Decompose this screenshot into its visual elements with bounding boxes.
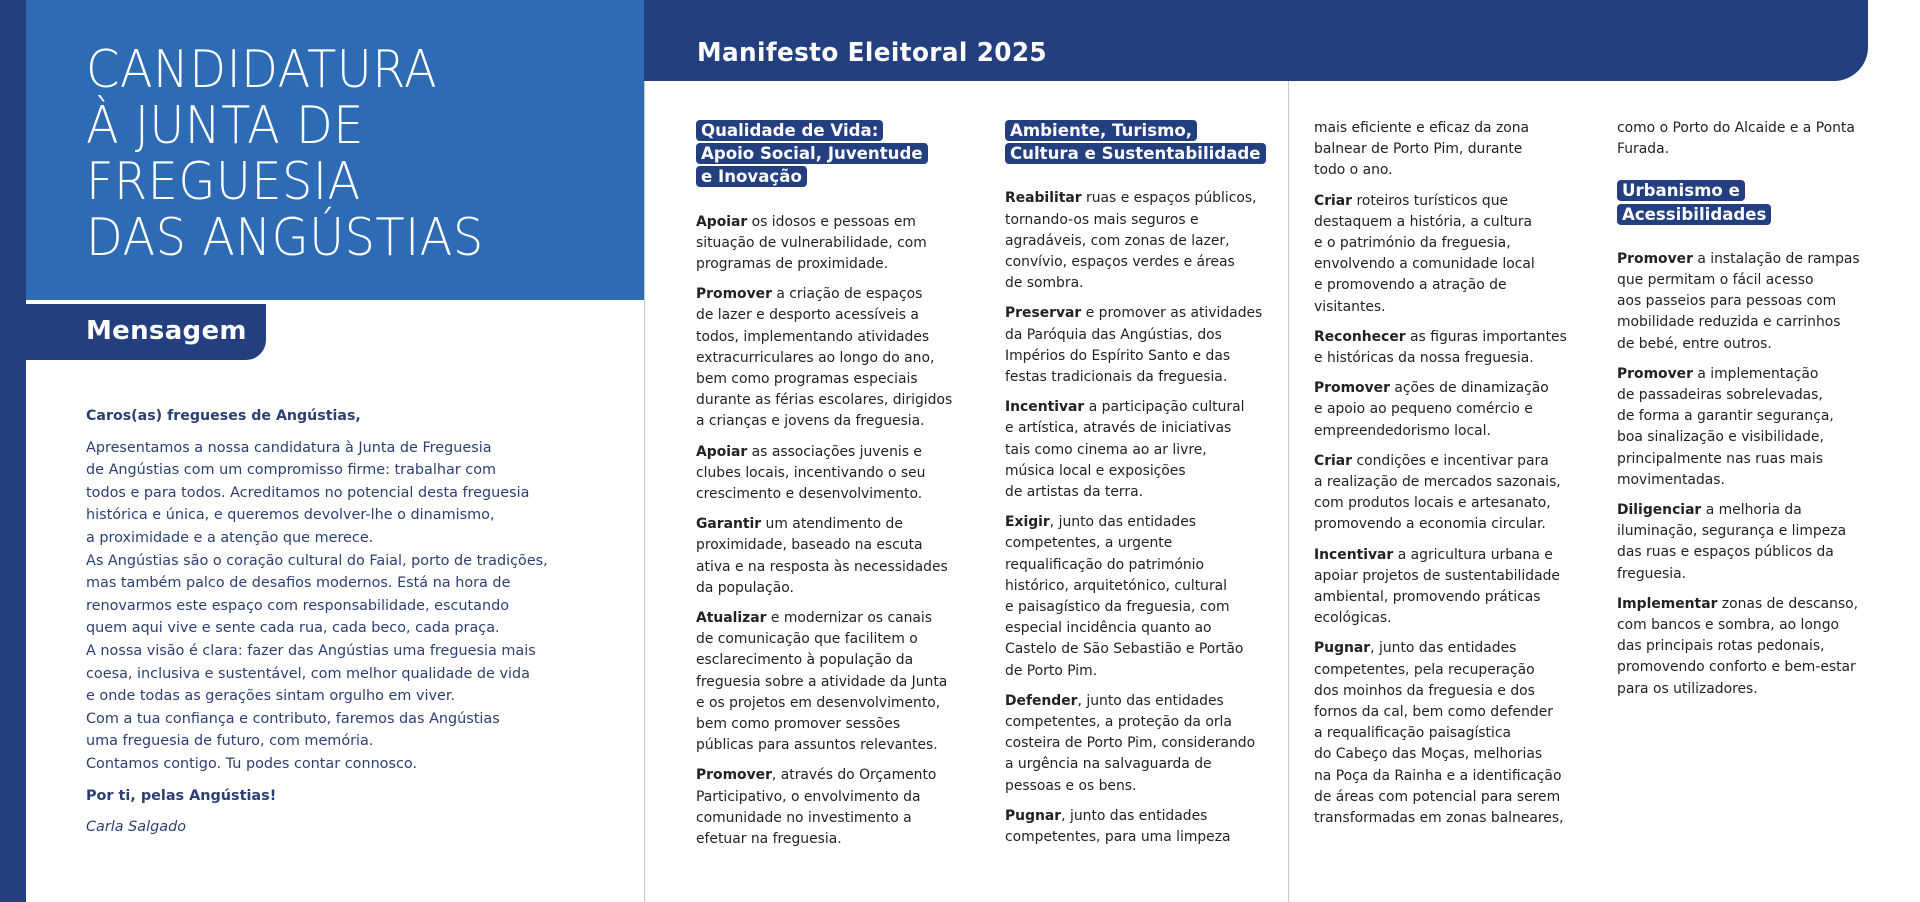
item-line: competentes, para uma limpeza [1005, 829, 1231, 846]
letter-signature: Carla Salgado [86, 819, 187, 836]
item-line: empreendedorismo local. [1314, 422, 1491, 439]
item-text: a agricultura urbana e [1393, 546, 1553, 563]
manifesto-item [1005, 806, 1273, 848]
manifesto-item [1314, 378, 1582, 442]
manifesto-item [696, 514, 964, 599]
item-line: comunidade no investimento a [696, 809, 912, 826]
manifesto-item [1314, 118, 1582, 182]
manifesto-item [1617, 364, 1867, 491]
item-line: bem como promover sessões [696, 716, 901, 733]
item-line: tais como cinema ao ar livre, [1005, 441, 1207, 458]
cover-title-line: À JUNTA DE [86, 96, 364, 156]
mensagem-heading: Mensagem [86, 316, 247, 346]
item-action-verb: Pugnar [1314, 640, 1371, 657]
item-line [1617, 500, 1867, 521]
item-line: Furada. [1617, 141, 1670, 158]
item-action-verb: Criar [1314, 192, 1353, 209]
section-heading-line: Cultura e Sustentabilidade [1005, 143, 1266, 164]
item-line: mobilidade reduzida e carrinhos [1617, 314, 1841, 331]
item-line [1005, 806, 1273, 827]
item-line: como o Porto do Alcaide e a Ponta [1617, 120, 1855, 136]
item-line: todos, implementando atividades [696, 328, 930, 345]
item-action-verb: Defender [1005, 692, 1078, 709]
section-heading [1005, 120, 1273, 166]
item-line: promovendo conforto e bem-estar [1617, 659, 1856, 676]
item-action-verb: Atualizar [696, 610, 767, 627]
item-line: visitantes. [1314, 298, 1386, 315]
section-heading-line: Urbanismo e [1617, 180, 1745, 201]
item-line [1617, 249, 1867, 270]
continued-item [1617, 118, 1867, 160]
item-line: requalificação do património [1005, 556, 1205, 573]
item-line [1005, 188, 1273, 209]
item-text: a criação de espaços [771, 286, 923, 303]
item-line: boa sinalização e visibilidade, [1617, 429, 1824, 446]
item-text: , junto das entidades [1370, 640, 1517, 657]
manifesto-item [1314, 451, 1582, 536]
item-line: e apoio ao pequeno comércio e [1314, 401, 1533, 418]
item-text: a melhoria da [1701, 502, 1802, 519]
item-action-verb: Incentivar [1005, 399, 1085, 416]
item-line: especial incidência quanto ao [1005, 620, 1212, 637]
item-line: tornando-os mais seguros e [1005, 211, 1199, 228]
manifesto-item [1314, 638, 1582, 829]
item-line: de Porto Pim. [1005, 662, 1098, 679]
item-line: iluminação, segurança e limpeza [1617, 523, 1847, 540]
section-heading [1617, 180, 1867, 226]
item-line: durante as férias escolares, dirigidos [696, 392, 953, 409]
item-line: principalmente nas ruas mais [1617, 450, 1823, 467]
item-text: ações de dinamização [1389, 380, 1549, 397]
item-line: competentes, pela recuperação [1314, 661, 1535, 678]
item-line [696, 442, 964, 463]
column-divider [1288, 81, 1289, 902]
item-line: e paisagístico da freguesia, com [1005, 599, 1230, 616]
manifesto-column-continuation [1314, 118, 1582, 838]
item-line: da população. [696, 579, 794, 596]
item-line: bem como programas especiais [696, 371, 918, 388]
item-text: e modernizar os canais [766, 610, 933, 627]
item-line: de forma a garantir segurança, [1617, 408, 1834, 425]
item-line: de bebé, entre outros. [1617, 335, 1772, 352]
item-line: de artistas da terra. [1005, 484, 1143, 501]
letter-line: As Angústias são o coração cultural do Faial, porto de tradições, [86, 552, 548, 569]
item-line: de lazer e desporto acessíveis a [696, 307, 919, 324]
item-line: crescimento e desenvolvimento. [696, 486, 923, 503]
item-line: e artística, através de iniciativas [1005, 420, 1232, 437]
letter-line: todos e para todos. Acreditamos no potencial desta freguesia [86, 484, 530, 501]
item-line [696, 284, 964, 305]
manifesto-item [696, 765, 964, 850]
item-line: ecológicas. [1314, 610, 1392, 627]
item-line: de sombra. [1005, 275, 1084, 292]
section-heading-line: e Inovação [696, 166, 807, 187]
item-line: transformadas em zonas balneares, [1314, 810, 1564, 827]
letter-line: mas também palco de desafios modernos. Está na hora de [86, 575, 511, 592]
item-line: freguesia. [1617, 565, 1687, 582]
item-text: os idosos e pessoas em [747, 213, 916, 230]
item-line: fornos da cal, bem como defender [1314, 704, 1553, 721]
item-action-verb: Promover [1617, 250, 1693, 267]
item-line: e históricas da nossa freguesia. [1314, 350, 1534, 367]
manifesto-item [696, 442, 964, 506]
manifesto-column-quality-of-life [696, 118, 964, 859]
item-line: dos moinhos da freguesia e dos [1314, 682, 1535, 699]
item-line: ambiental, promovendo práticas [1314, 589, 1541, 606]
item-text: as associações juvenis e [747, 443, 922, 460]
item-line [1617, 594, 1867, 615]
item-action-verb: Reabilitar [1005, 190, 1082, 207]
item-line [1314, 191, 1582, 212]
manifesto-column-environment-tourism [1005, 118, 1273, 857]
item-action-verb: Preservar [1005, 305, 1082, 322]
item-line: histórico, arquitetónico, cultural [1005, 577, 1228, 594]
item-text: condições e incentivar para [1352, 452, 1549, 469]
item-text: as figuras importantes [1405, 328, 1567, 345]
item-line: movimentadas. [1617, 471, 1725, 488]
item-line: pessoas e os bens. [1005, 777, 1137, 794]
item-line: a requalificação paisagística [1314, 725, 1511, 742]
item-line: costeira de Porto Pim, considerando [1005, 735, 1256, 752]
item-action-verb: Diligenciar [1617, 502, 1702, 519]
item-line: Castelo de São Sebastião e Portão [1005, 641, 1244, 658]
item-line [1314, 451, 1582, 472]
item-action-verb: Apoiar [696, 443, 748, 460]
page-divider [644, 0, 645, 902]
section-heading-line: Qualidade de Vida: [696, 120, 883, 141]
letter-line: quem aqui vive e sente cada rua, cada beco, cada praça. [86, 620, 500, 637]
item-action-verb: Implementar [1617, 595, 1718, 612]
item-text: , junto das entidades [1049, 514, 1196, 531]
letter-closing: Por ti, pelas Angústias! [86, 787, 277, 804]
letter-line: histórica e única, e queremos devolver-lhe o dinamismo, [86, 507, 495, 524]
item-line: com bancos e sombra, ao longo [1617, 617, 1840, 634]
item-line: da Paróquia das Angústias, dos [1005, 326, 1222, 343]
item-line: a realização de mercados sazonais, [1314, 474, 1561, 491]
item-line [1005, 691, 1273, 712]
item-text: ruas e espaços públicos, [1081, 190, 1257, 207]
item-line [696, 514, 964, 535]
manifesto-item [1314, 545, 1582, 630]
section-heading-line: Apoio Social, Juventude [696, 143, 928, 164]
item-line: situação de vulnerabilidade, com [696, 234, 927, 251]
item-action-verb: Exigir [1005, 514, 1050, 531]
item-text: e promover as atividades [1081, 305, 1263, 322]
section-heading-line: Ambiente, Turismo, [1005, 120, 1197, 141]
item-line [1005, 397, 1273, 418]
letter-line: a proximidade e a atenção que merece. [86, 529, 374, 546]
item-line: que permitam o fácil acesso [1617, 272, 1814, 289]
item-line [1617, 364, 1867, 385]
item-line: competentes, a proteção da orla [1005, 714, 1232, 731]
manifesto-item [1617, 500, 1867, 585]
item-line: destaquem a história, a cultura [1314, 213, 1533, 230]
item-line: de comunicação que facilitem o [696, 631, 918, 648]
letter-line: Com a tua confiança e contributo, faremos das Angústias [86, 710, 500, 727]
item-action-verb: Criar [1314, 452, 1353, 469]
cover-title-line: DAS ANGÚSTIAS [86, 208, 484, 268]
item-text: zonas de descanso, [1717, 595, 1859, 612]
item-line: para os utilizadores. [1617, 680, 1758, 697]
item-text: , junto das entidades [1077, 692, 1224, 709]
manifesto-item [696, 608, 964, 756]
item-line: de passadeiras sobrelevadas, [1617, 387, 1823, 404]
item-line: balnear de Porto Pim, durante [1314, 141, 1523, 158]
letter-greeting: Caros(as) fregueses de Angústias, [86, 408, 361, 424]
item-line: efetuar na freguesia. [696, 831, 842, 848]
item-text: roteiros turísticos que [1352, 192, 1509, 209]
item-line: públicas para assuntos relevantes. [696, 737, 938, 754]
item-line [696, 608, 964, 629]
manifesto-item [1314, 191, 1582, 318]
item-line [1005, 303, 1273, 324]
letter-line: e onde todas as gerações sintam orgulho em viver. [86, 688, 456, 705]
item-line: aos passeios para pessoas com [1617, 293, 1837, 310]
item-line [1314, 545, 1582, 566]
message-letter [86, 405, 546, 839]
letter-line: A nossa visão é clara: fazer das Angústias uma freguesia mais [86, 642, 536, 659]
item-line [1314, 638, 1582, 659]
item-line: a urgência na salvaguarda de [1005, 756, 1212, 773]
item-line: convívio, espaços verdes e áreas [1005, 254, 1235, 271]
item-line: das ruas e espaços públicos da [1617, 544, 1834, 561]
item-line: extracurriculares ao longo do ano, [696, 349, 935, 366]
item-line: freguesia sobre a atividade da Junta [696, 673, 948, 690]
item-line: agradáveis, com zonas de lazer, [1005, 232, 1230, 249]
item-text: a implementação [1692, 365, 1819, 382]
item-line [696, 765, 964, 786]
item-line: e promovendo a atração de [1314, 277, 1507, 294]
item-line: na Poça da Rainha e a identificação [1314, 767, 1562, 784]
item-line: com produtos locais e artesanato, [1314, 495, 1551, 512]
manifesto-item [696, 212, 964, 276]
item-line: Participativo, o envolvimento da [696, 788, 921, 805]
item-line [696, 212, 964, 233]
item-action-verb: Incentivar [1314, 546, 1394, 563]
item-line: envolvendo a comunidade local [1314, 256, 1535, 273]
item-text: , junto das entidades [1061, 807, 1208, 824]
item-line: festas tradicionais da freguesia. [1005, 369, 1228, 386]
item-action-verb: Garantir [696, 516, 762, 533]
item-action-verb: Apoiar [696, 213, 748, 230]
item-text: , através do Orçamento [771, 767, 937, 784]
letter-line: de Angústias com um compromisso firme: trabalhar com [86, 462, 497, 479]
letter-line: uma freguesia de futuro, com memória. [86, 733, 374, 750]
item-line: mais eficiente e eficaz da zona [1314, 120, 1530, 136]
item-text: um atendimento de [761, 516, 903, 533]
manifesto-item [1005, 512, 1273, 682]
section-heading-line: Acessibilidades [1617, 204, 1771, 225]
manifesto-item [1314, 327, 1582, 369]
letter-line: coesa, inclusiva e sustentável, com melhor qualidade de vida [86, 665, 530, 682]
manifesto-item [1617, 249, 1867, 355]
letter-line: renovarmos este espaço com responsabilidade, escutando [86, 597, 510, 614]
manifesto-item [696, 284, 964, 432]
cover-title-line: FREGUESIA [86, 152, 361, 212]
item-text: a instalação de rampas [1692, 250, 1860, 267]
left-edge-strip [0, 0, 26, 902]
item-text: a participação cultural [1084, 399, 1245, 416]
item-action-verb: Promover [696, 286, 772, 303]
item-line: esclarecimento à população da [696, 652, 914, 669]
item-line: apoiar projetos de sustentabilidade [1314, 567, 1560, 584]
item-line: música local e exposições [1005, 462, 1186, 479]
item-action-verb: Pugnar [1005, 807, 1062, 824]
item-line [1314, 378, 1582, 399]
manifesto-item [1005, 188, 1273, 294]
item-line: proximidade, baseado na escuta [696, 537, 923, 554]
letter-body [86, 437, 546, 776]
manifesto-item [1005, 303, 1273, 388]
item-action-verb: Promover [1314, 380, 1390, 397]
letter-line: Contamos contigo. Tu podes contar connosco. [86, 755, 418, 772]
item-action-verb: Reconhecer [1314, 328, 1406, 345]
item-line: a crianças e jovens da freguesia. [696, 413, 925, 430]
item-line [1314, 327, 1582, 348]
manifesto-column-urbanism [1617, 118, 1867, 709]
manifesto-item [1005, 397, 1273, 503]
item-line: programas de proximidade. [696, 256, 889, 273]
item-line: das principais rotas pedonais, [1617, 638, 1825, 655]
item-line: promovendo a economia circular. [1314, 516, 1546, 533]
item-line: clubes locais, incentivando o seu [696, 464, 926, 481]
item-action-verb: Promover [696, 767, 772, 784]
cover-title-line: CANDIDATURA [86, 40, 438, 100]
item-line: todo o ano. [1314, 162, 1393, 179]
item-line: Impérios do Espírito Santo e das [1005, 347, 1231, 364]
letter-line: Apresentamos a nossa candidatura à Junta de Freguesia [86, 439, 492, 456]
manifesto-item [1617, 594, 1867, 700]
item-line: de áreas com potencial para serem [1314, 788, 1561, 805]
manifesto-title: Manifesto Eleitoral 2025 [697, 38, 1048, 68]
item-action-verb: Promover [1617, 365, 1693, 382]
manifesto-item [1005, 691, 1273, 797]
item-line: competentes, a urgente [1005, 535, 1173, 552]
item-line: do Cabeço das Moças, melhorias [1314, 746, 1543, 763]
section-heading [696, 120, 964, 190]
item-line: ativa e na resposta às necessidades [696, 558, 948, 575]
item-line [1005, 512, 1273, 533]
item-line: e os projetos em desenvolvimento, [696, 694, 941, 711]
item-line: e o património da freguesia, [1314, 235, 1511, 252]
cover-title [86, 42, 518, 266]
